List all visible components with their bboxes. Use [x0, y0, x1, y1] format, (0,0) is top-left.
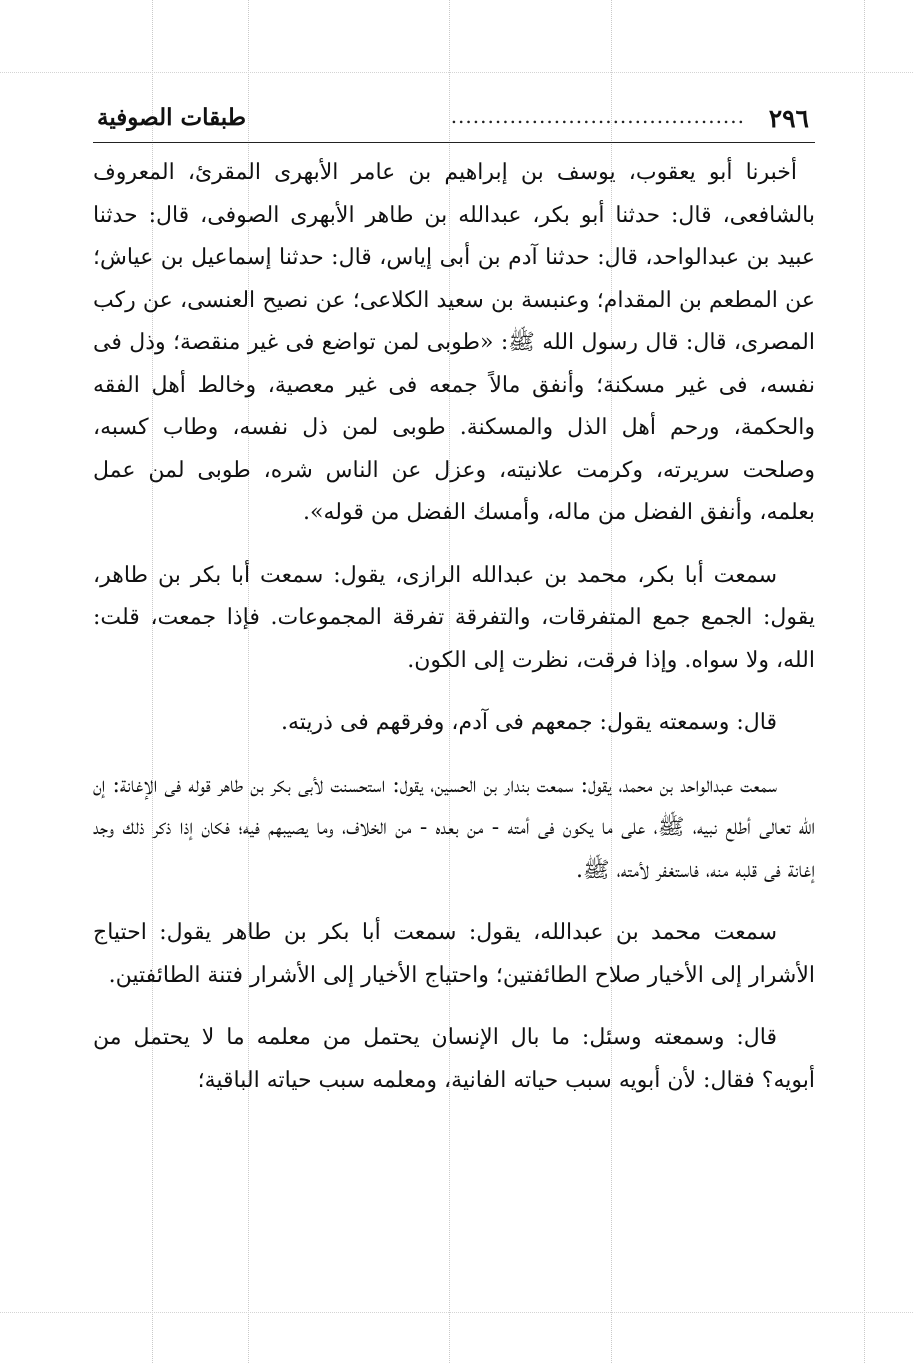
paragraph-ashrar-akhyar: سمعت محمد بن عبدالله، يقول: سمعت أبا بكر بن طاهر يقول: احتياج الأشرار إلى الأخيار صلاح الطائفتين؛ واحتياج الأخيار إلى الأشرار فتنة الطائفتين. [93, 920, 815, 988]
leader-dots: ........................................ [450, 104, 745, 128]
scan-grid-line [0, 1312, 913, 1313]
scan-grid-line [0, 72, 913, 73]
paragraph-jam-tafriqa: سمعت أبا بكر، محمد بن عبدالله الرازى، يقول: سمعت أبا بكر بن طاهر، يقول: الجمع جمع المتفرقات، والتفرقة تفرقة المجموعات. فإذا جمعت، قلت: الله، ولا سواه. وإذا فرقت، نظرت إلى الكون. [93, 562, 815, 673]
running-header [93, 100, 815, 143]
paragraph-adam: قال: وسمعته يقول: جمعهم فى آدم، وفرقهم فى ذريته. [281, 710, 777, 735]
scan-grid-line [864, 0, 865, 1363]
book-title: طبقات الصوفية [97, 104, 247, 131]
paragraph-hadith: أخبرنا أبو يعقوب، يوسف بن إبراهيم بن عامر الأبهرى المقرئ، المعروف بالشافعى، قال: حدثنا أبو بكر، عبدالله بن طاهر الأبهرى الصوفى، قال: حدثنا عبيد بن عبدالواحد، قال: حدثنا آدم بن أبى إياس، قال: حدثنا إسماعيل بن عياش؛ عن المطعم بن المقدام؛ وعنبسة بن سعيد الكلاعى؛ عن نصيح العنسى، عن ركب المصرى، قال: قال رسول الله ﷺ: «طوبى لمن تواضع فى غير منقصة؛ وذل فى نفسه، فى غير مسكنة؛ وأنفق مالاً جمعه فى غير معصية، وخالط أهل الفقه والحكمة، ورحم أهل الذل والمسكنة. طوبى لمن ذل نفسه، وطاب كسبه، وصلحت سريرته، وكرمت علانيته، وعزل عن الناس شره، طوبى لمن عمل بعلمه، وأنفق الفضل من ماله، وأمسك الفضل من قوله». [93, 160, 815, 525]
page-number: ٢٩٦ [768, 104, 809, 133]
page-body [93, 152, 815, 1122]
paragraph-muallim: قال: وسمعته وسئل: ما بال الإنسان يحتمل من معلمه ما لا يحتمل من أبويه؟ فقال: لأن أبويه سبب حياته الفانية، ومعلمه سبب حياته الباقية؛ [93, 1025, 815, 1093]
paragraph-ighana: سمعت عبدالواحد بن محمد، يقول: سمعت بندار بن الحسين، يقول: استحسنت لأبى بكر بن طاهر قوله فى الإغانة: إن الله تعالى أطلع نبيه، ﷺ، على ما يكون فى أمته - من بعده - من الخلاف، وما يصيبهم فيه؛ فكان إذا ذكر ذلك وجد إغانة فى قلبه منه، فاستغفر لأمته، ﷺ. [93, 772, 815, 883]
